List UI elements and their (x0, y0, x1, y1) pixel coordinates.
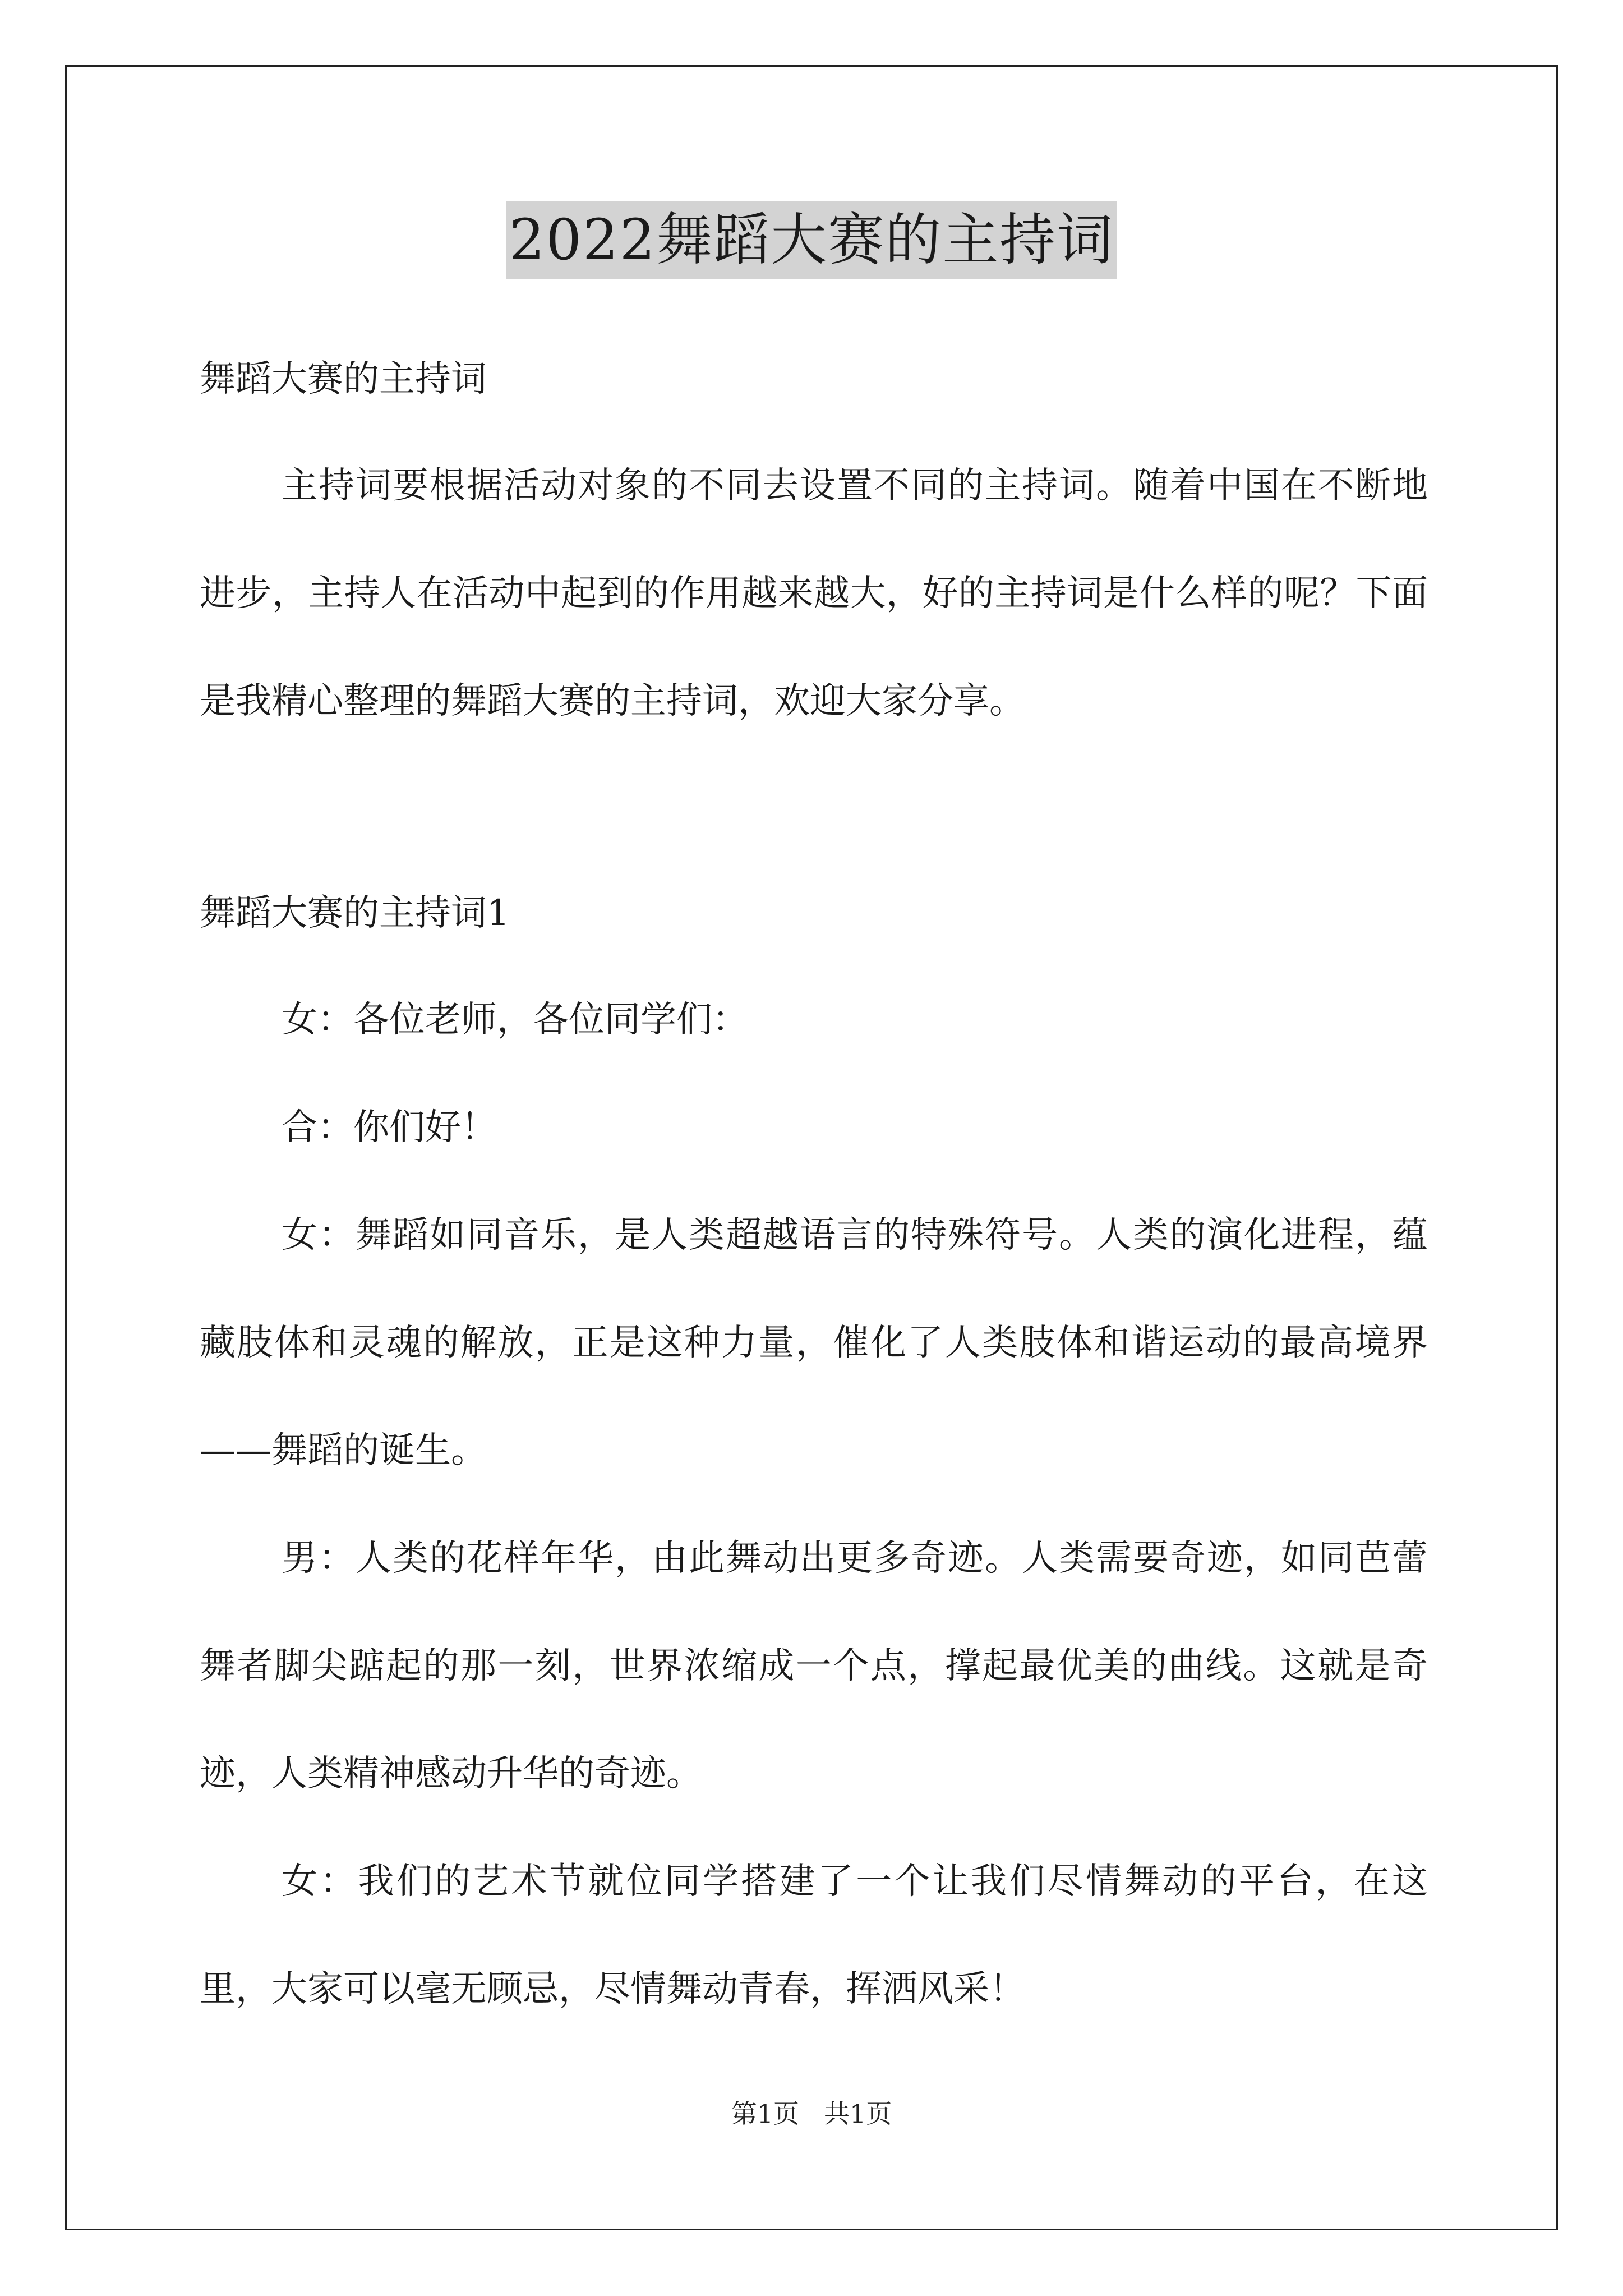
paragraph-3: 女：舞蹈如同音乐，是人类超越语言的特殊符号。人类的演化进程，蕴藏肢体和灵魂的解放，正是这种力量，催化了人类肢体和谐运动的最高境界——舞蹈的诞生。 (200, 1214, 1428, 1471)
intro-paragraph: 主持词要根据活动对象的不同去设置不同的主持词。随着中国在不断地进步，主持人在活动中起到的作用越来越大，好的主持词是什么样的呢？下面是我精心整理的舞蹈大赛的主持词，欢迎大家分享。 (200, 465, 1428, 722)
section-heading: 舞蹈大赛的主持词 (200, 358, 487, 400)
page-total: 共1页 (824, 2099, 892, 2129)
page-number: 第1页 (731, 2099, 799, 2129)
section-heading-1: 舞蹈大赛的主持词1 (200, 892, 510, 934)
title-container (0, 201, 1623, 279)
page-footer (0, 2097, 1623, 2131)
document-title: 2022舞蹈大赛的主持词 (506, 201, 1118, 279)
paragraph-5: 女：我们的艺术节就位同学搭建了一个让我们尽情舞动的平台，在这里，大家可以毫无顾忌，尽情舞动青春，挥洒风采！ (200, 1861, 1428, 2010)
paragraph-1: 女：各位老师，各位同学们： (282, 999, 748, 1041)
paragraph-2: 合：你们好！ (282, 1107, 497, 1148)
paragraph-4: 男：人类的花样年华，由此舞动出更多奇迹。人类需要奇迹，如同芭蕾舞者脚尖踮起的那一刻，世界浓缩成一个点，撑起最优美的曲线。这就是奇迹，人类精神感动升华的奇迹。 (200, 1538, 1428, 1795)
